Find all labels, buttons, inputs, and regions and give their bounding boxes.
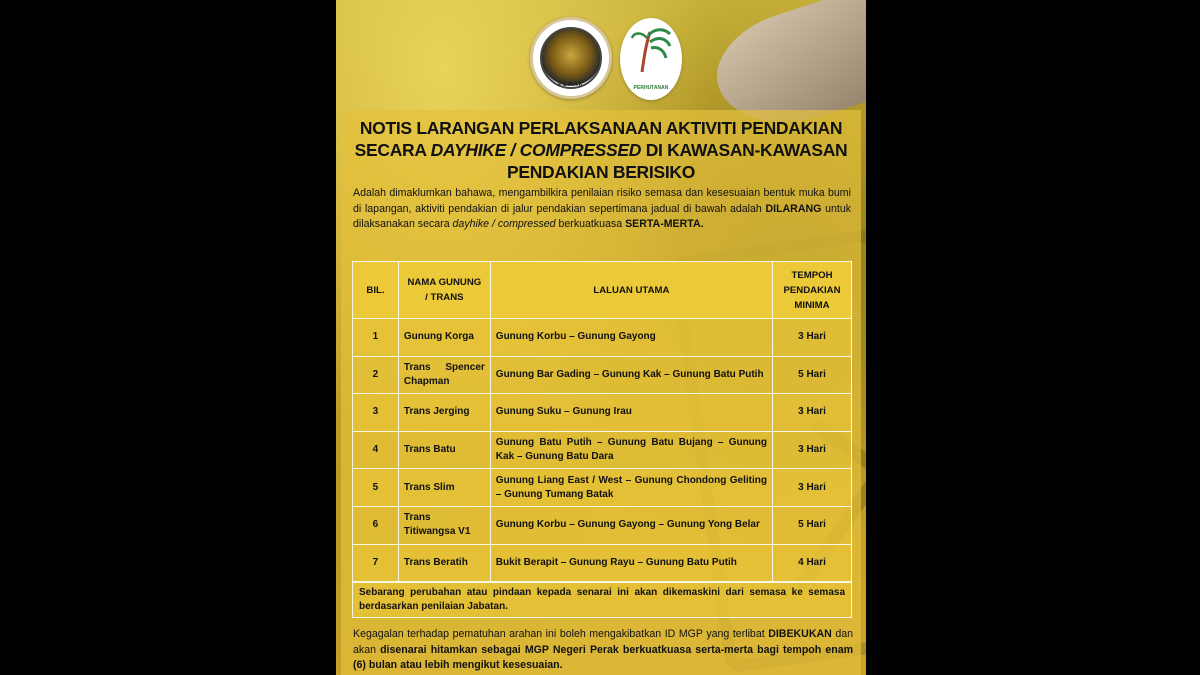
table-row <box>353 469 852 507</box>
notice-poster <box>336 0 866 675</box>
forestry-logo <box>620 18 682 100</box>
table-row <box>353 431 852 469</box>
cell-route: Gunung Batu Putih – Gunung Batu Bujang – Gunung Kak – Gunung Batu Dara <box>490 431 772 469</box>
cell-route: Gunung Suku – Gunung Irau <box>490 394 772 432</box>
title-line-1: NOTIS LARANGAN PERLAKSANAAN AKTIVITI PENDAKIAN <box>359 118 843 138</box>
cell-duration: 5 Hari <box>773 506 852 544</box>
cell-duration: 4 Hari <box>773 544 852 582</box>
header-route: LALUAN UTAMA <box>490 262 772 319</box>
cell-no: 4 <box>353 431 399 469</box>
cell-duration: 5 Hari <box>773 356 852 394</box>
title-line-3: PENDAKIAN BERISIKO <box>506 162 696 182</box>
cell-no: 2 <box>353 356 399 394</box>
cell-name: Gunung Korga <box>398 319 490 357</box>
header-duration: TEMPOH PENDAKIAN MINIMA <box>773 262 852 319</box>
table-row <box>353 544 852 582</box>
hiking-trails-table <box>352 261 852 582</box>
penalty-paragraph: Kegagalan terhadap pematuhan arahan ini boleh mengakibatkan ID MGP yang terlibat DIBEKUKAN dan akan disenarai hitamkan sebagai MGP Negeri Perak berkuatkuasa serta-merta bagi tempoh enam (6) bulan atau lebih mengikut kesesuaian. <box>353 628 854 671</box>
cell-no: 1 <box>353 319 399 357</box>
cell-name: Trans Beratih <box>398 544 490 582</box>
cell-name: Trans Spencer Chapman <box>398 356 490 394</box>
cell-duration: 3 Hari <box>773 431 852 469</box>
title-line-2: SECARA DAYHIKE / COMPRESSED DI KAWASAN-KAWASAN <box>354 140 848 160</box>
cell-route: Bukit Berapit – Gunung Rayu – Gunung Batu Putih <box>490 544 772 582</box>
cell-route: Gunung Bar Gading – Gunung Kak – Gunung Batu Putih <box>490 356 772 394</box>
perak-seal-logo <box>530 17 612 99</box>
cell-duration: 3 Hari <box>773 469 852 507</box>
crest-icon <box>540 27 602 89</box>
header-name: NAMA GUNUNG / TRANS <box>398 262 490 319</box>
seal-label: PERAK <box>557 82 584 88</box>
table-row <box>353 506 852 544</box>
palm-icon <box>620 18 682 80</box>
table-row <box>353 394 852 432</box>
cell-no: 7 <box>353 544 399 582</box>
cell-name: Trans Slim <box>398 469 490 507</box>
cell-route: Gunung Liang East / West – Gunung Chondong Geliting – Gunung Tumang Batak <box>490 469 772 507</box>
cell-no: 5 <box>353 469 399 507</box>
table-row <box>353 319 852 357</box>
cell-no: 6 <box>353 506 399 544</box>
table-header-row <box>353 262 852 319</box>
cell-no: 3 <box>353 394 399 432</box>
cell-name: Trans Jerging <box>398 394 490 432</box>
table-row <box>353 356 852 394</box>
cell-route: Gunung Korbu – Gunung Gayong <box>490 319 772 357</box>
header-no: BIL. <box>353 262 399 319</box>
amendment-note: Sebarang perubahan atau pindaan kepada senarai ini akan dikemaskini dari semasa ke semasa berdasarkan penilaian Jabatan. <box>352 582 852 618</box>
cell-route: Gunung Korbu – Gunung Gayong – Gunung Yong Belar <box>490 506 772 544</box>
notice-title <box>344 117 858 183</box>
cell-duration: 3 Hari <box>773 394 852 432</box>
cell-name: Trans Batu <box>398 431 490 469</box>
intro-paragraph: Adalah dimaklumkan bahawa, mengambilkira penilaian risiko semasa dan kesesuaian bentuk muka bumi di lapangan, aktiviti pendakian di jalur pendakian sepertimana jadual di bawah adalah DILARANG untuk dilaksanakan secara dayhike / compressed berkuatkuasa SERTA-MERTA. <box>353 187 852 230</box>
forestry-label: PERHUTANAN <box>633 85 669 91</box>
cell-name: Trans Titiwangsa V1 <box>398 506 490 544</box>
cell-duration: 3 Hari <box>773 319 852 357</box>
